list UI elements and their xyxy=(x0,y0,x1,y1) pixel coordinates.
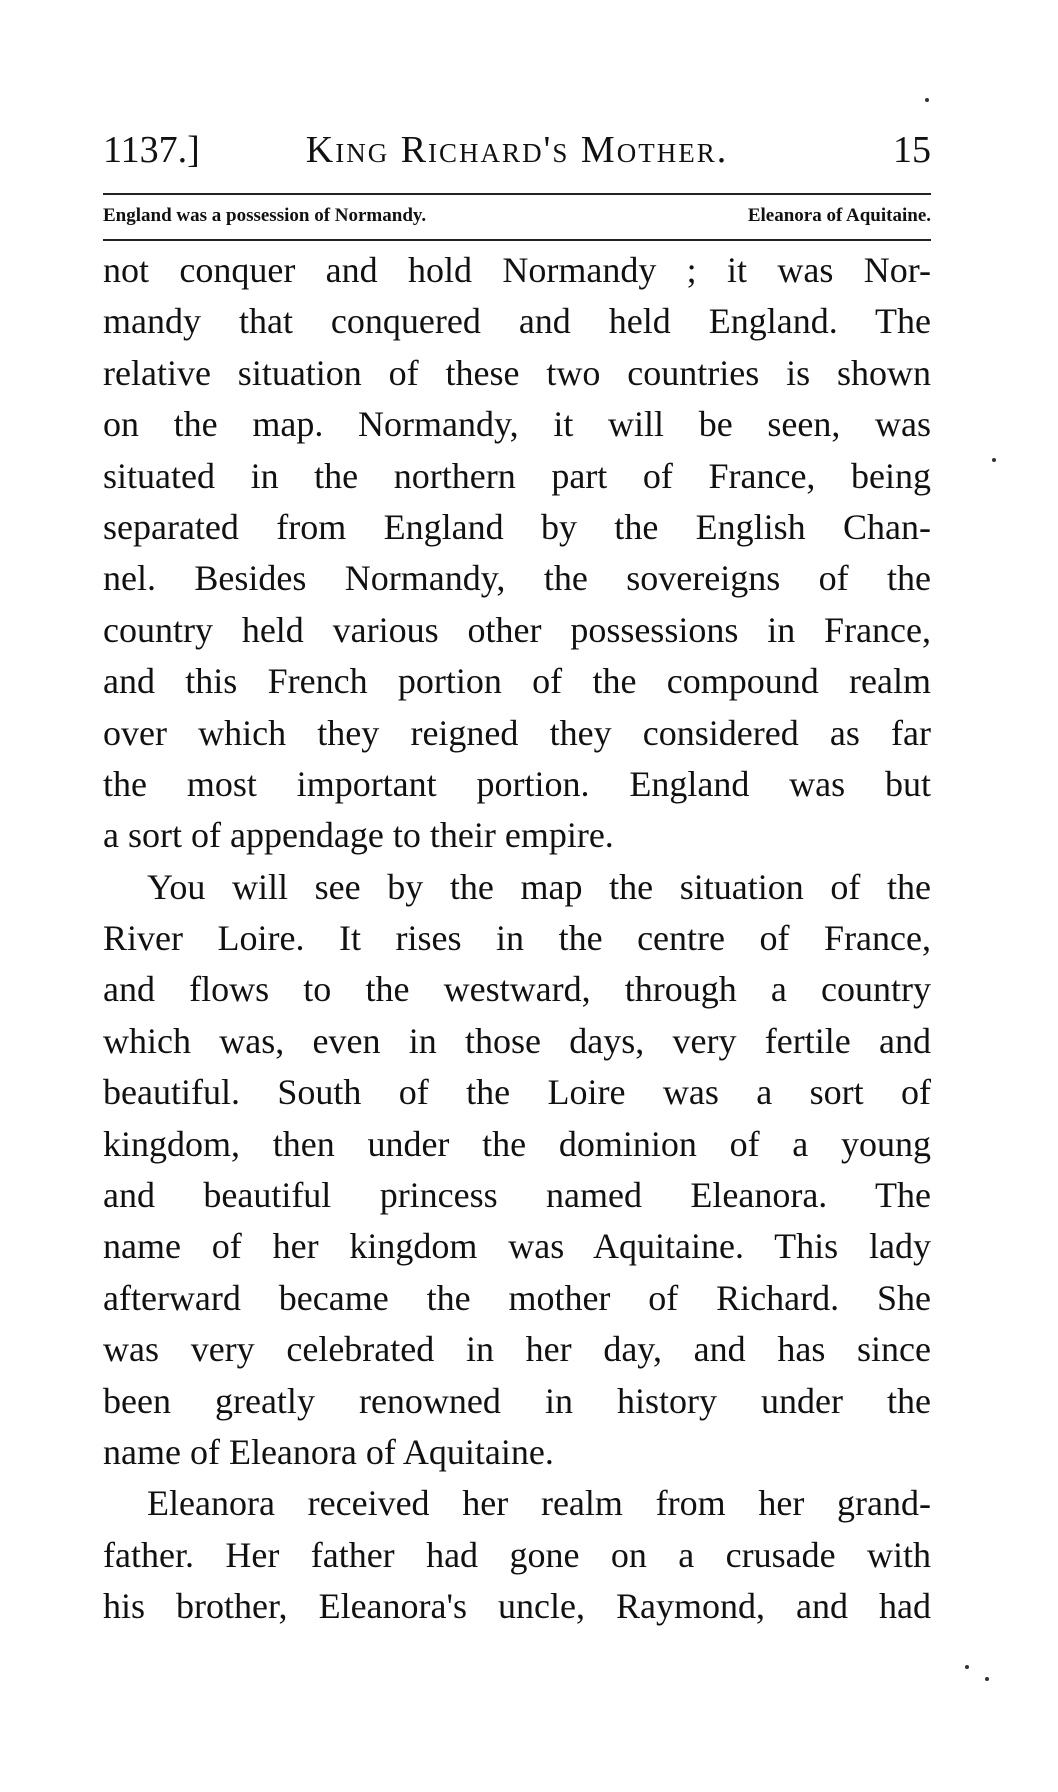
text-line: the most important portion. England was but xyxy=(103,763,931,804)
text-line: separated from England by the English Chan- xyxy=(103,506,931,547)
marginal-subheading xyxy=(103,201,931,231)
text-line: situated in the northern part of France, being xyxy=(103,455,931,496)
text-line: over which they reigned they considered as far xyxy=(103,712,931,753)
text-line: father. Her father had gone on a crusade with xyxy=(103,1534,931,1575)
text-line: name of Eleanora of Aquitaine. xyxy=(103,1431,554,1472)
header-rule-top xyxy=(103,193,931,195)
running-head-date: 1137.] xyxy=(103,129,200,171)
text-line: kingdom, then under the dominion of a young xyxy=(103,1123,931,1164)
text-line: and flows to the westward, through a country xyxy=(103,969,931,1010)
text-line: was very celebrated in her day, and has since xyxy=(103,1329,931,1370)
text-line: on the map. Normandy, it will be seen, was xyxy=(103,404,931,445)
ink-speck xyxy=(965,1665,969,1669)
text-line: Eleanora received her realm from her grand- xyxy=(147,1483,931,1524)
running-head xyxy=(103,125,931,175)
ink-speck xyxy=(992,458,996,462)
text-line: been greatly renowned in history under the xyxy=(103,1380,931,1421)
text-line: name of her kingdom was Aquitaine. This lady xyxy=(103,1226,931,1267)
text-line: beautiful. South of the Loire was a sort of xyxy=(103,1072,931,1113)
text-line: You will see by the map the situation of the xyxy=(147,866,931,907)
text-line: a sort of appendage to their empire. xyxy=(103,815,614,856)
text-line: his brother, Eleanora's uncle, Raymond, and had xyxy=(103,1586,931,1627)
ink-speck xyxy=(925,98,929,102)
ink-speck xyxy=(985,1677,989,1681)
text-line: relative situation of these two countries is shown xyxy=(103,352,931,393)
text-line: and beautiful princess named Eleanora. The xyxy=(103,1175,931,1216)
subheading-right: Eleanora of Aquitaine. xyxy=(747,205,931,226)
text-line: which was, even in those days, very fertile and xyxy=(103,1020,931,1061)
text-line: not conquer and hold Normandy ; it was Nor- xyxy=(103,250,931,290)
text-line: and this French portion of the compound realm xyxy=(103,661,931,702)
text-line: nel. Besides Normandy, the sovereigns of the xyxy=(103,558,931,599)
text-line: afterward became the mother of Richard. She xyxy=(103,1277,931,1318)
text-line: mandy that conquered and held England. The xyxy=(103,301,931,342)
text-line: country held various other possessions in France, xyxy=(103,609,931,650)
page-number: 15 xyxy=(893,129,931,171)
body-text xyxy=(103,245,931,1633)
header-rule-bottom xyxy=(103,239,931,241)
text-line: River Loire. It rises in the centre of France, xyxy=(103,918,931,959)
running-head-title: King Richard's Mother. xyxy=(305,129,729,171)
subheading-left: England was a possession of Normandy. xyxy=(103,205,427,226)
